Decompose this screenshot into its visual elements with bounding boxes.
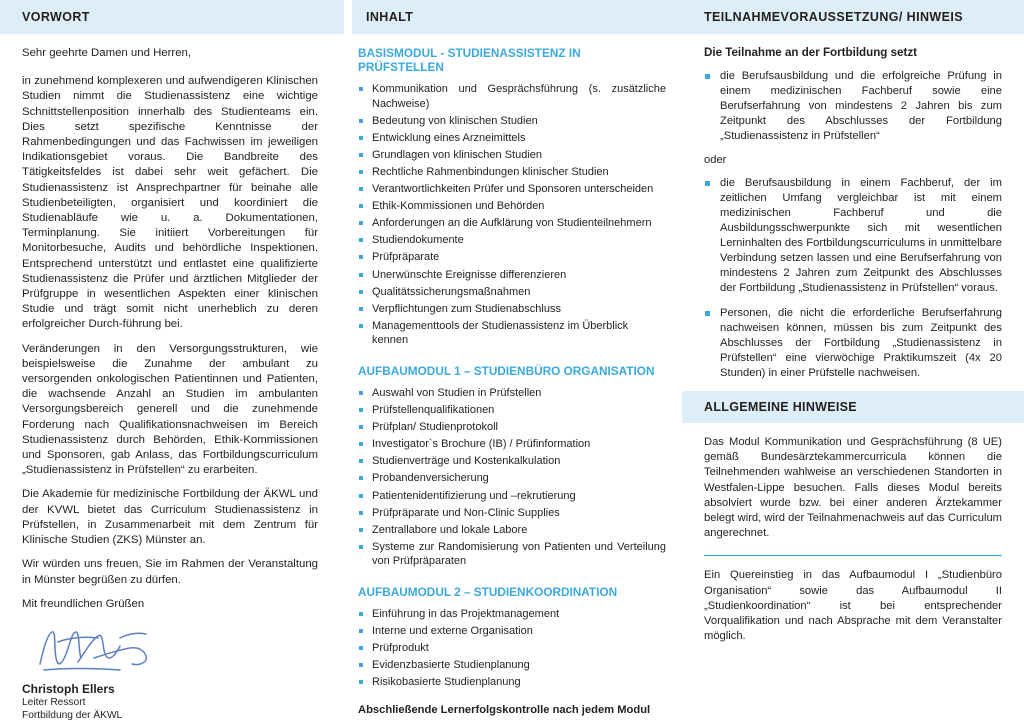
salutation: Sehr geehrte Damen und Herren,: [22, 47, 192, 59]
list-item: Systeme zur Randomisierung von Patienten und Verteilung von Prüfpräparaten: [358, 540, 666, 569]
column-headers: [0, 0, 1024, 34]
allgemeine-hinweise-band: ALLGEMEINE HINWEISE: [682, 391, 1024, 423]
list-item: Patientenidentifizierung und –rekrutierung: [358, 489, 666, 504]
list-item: Personen, die nicht die erforderliche Berufserfahrung nachweisen können, müssen bis zum Zeitpunkt des Abschlusses der Fortbildung „Studienassistenz in Prüfstellen“ eine vierwöchige Praktikumszeit (4x 20 Stunden) in einer Prüfstelle nachweisen.: [704, 306, 1002, 381]
voraussetzung-list-2: [704, 176, 1002, 381]
voraussetzung-list-1: [704, 69, 1002, 144]
list-item: Prüfprodukt: [358, 641, 666, 656]
list-item: Entwicklung eines Arzneimittels: [358, 131, 666, 146]
list-item: Anforderungen an die Aufklärung von Studienteilnehmern: [358, 216, 666, 231]
handwritten-signature-icon: [34, 624, 174, 678]
list-item: Verantwortlichkeiten Prüfer und Sponsoren unterscheiden: [358, 182, 666, 197]
list-item: Managementtools der Studienassistenz im Überblick kennen: [358, 319, 666, 348]
list-item: Qualitätssicherungsmaßnahmen: [358, 285, 666, 300]
signature-name: Christoph Ellers: [22, 681, 115, 696]
list-item: Einführung in das Projektmanagement: [358, 607, 666, 622]
header-teilnahmevoraussetzung: TEILNAHMEVORAUSSETZUNG/ HINWEIS: [682, 0, 1024, 34]
oder-separator: oder: [704, 154, 727, 166]
list-item: Rechtliche Rahmenbindungen klinischer Studien: [358, 165, 666, 180]
column-vorwort: [0, 46, 344, 723]
list-item: Ethik-Kommissionen und Behörden: [358, 199, 666, 214]
list-item: Investigator`s Brochure (IB) / Prüfinformation: [358, 437, 666, 452]
aufbaumodul2-list: [358, 607, 666, 690]
vorwort-paragraph-3: Die Akademie für medizinische Fortbildung der ÄKWL und der KVWL bietet das Curriculum Studienassistenz in Prüfstellen, in Zusammenarbeit mit dem Zentrum für Klinische Studien (ZKS) Münster an.: [22, 488, 318, 547]
column-inhalt: [344, 46, 682, 723]
list-item: Probandenversicherung: [358, 471, 666, 486]
list-item: Prüfpräparate: [358, 250, 666, 265]
signature-role-1: Leiter Ressort: [22, 696, 86, 708]
list-item: Grundlagen von klinischen Studien: [358, 148, 666, 163]
list-item: Kommunikation und Gesprächsführung (s. zusätzliche Nachweise): [358, 82, 666, 111]
list-item: Unerwünschte Ereignisse differenzieren: [358, 268, 666, 283]
hinweis-paragraph-1: Das Modul Kommunikation und Gesprächsführung (8 UE) gemäß Bundesärztekammercurricula können die Teilnehmenden wahlweise an verschiedenen Standorten in Westfalen-Lippe besuchen. Falls dieses Modul bereits absolviert wurde bzw. bei einer anderen Ärztekammer belegt wird, wird der Teilnahmenachweis auf das Curriculum angerechnet.: [704, 436, 1002, 540]
aufbaumodul2-title: AUFBAUMODUL 2 – STUDIENKOORDINATION: [358, 585, 618, 600]
header-inhalt: INHALT: [352, 0, 682, 34]
list-item: Zentrallabore und lokale Labore: [358, 523, 666, 538]
list-item: Bedeutung von klinischen Studien: [358, 114, 666, 129]
divider: [704, 555, 1002, 556]
list-item: Risikobasierte Studienplanung: [358, 675, 666, 690]
header-vorwort: VORWORT: [0, 0, 344, 34]
inhalt-closing-note: Abschließende Lernerfolgskontrolle nach jedem Modul: [358, 704, 651, 716]
column-voraussetzung: [682, 46, 1024, 723]
voraussetzung-subtitle: Die Teilnahme an der Fortbildung setzt: [704, 46, 918, 59]
list-item: Studienverträge und Kostenkalkulation: [358, 454, 666, 469]
list-item: Prüfstellenqualifikationen: [358, 403, 666, 418]
vorwort-paragraph-2: Veränderungen in den Versorgungsstrukturen, wie beispielsweise die Zunahme der ambulant zu versorgenden onkologischen Patientinnen und Patienten, die wachsende Anzahl an Studien im ambulanten Versorgungsbereich generell und die zunehmende Forderung nach Qualifikationsnachweisen im Bereich Studienassistenz durch Behörden, Ethik-Kommissionen und Sponsoren, gab Anlass, das Fortbildungscurriculum „Studienassistenz in Prüfstellen“ zu erarbeiten.: [22, 342, 318, 477]
list-item: Auswahl von Studien in Prüfstellen: [358, 386, 666, 401]
signature-role-2: Fortbildung der ÄKWL: [22, 710, 123, 722]
aufbaumodul1-title: AUFBAUMODUL 1 – STUDIENBÜRO ORGANISATION: [358, 364, 655, 378]
list-item: Prüfpräparate und Non-Clinic Supplies: [358, 506, 666, 521]
list-item: die Berufsausbildung und die erfolgreiche Prüfung in einem medizinischen Fachberuf sowie eine Berufserfahrung von mindestens 2 Jahren bis zum Zeitpunkt des Abschlusses der Fortbildung „Studienassistenz in Prüfstellen“: [704, 69, 1002, 144]
list-item: Prüfplan/ Studienprotokoll: [358, 420, 666, 435]
list-item: Studiendokumente: [358, 233, 666, 248]
aufbaumodul1-list: [358, 386, 666, 569]
basismodul-list: [358, 82, 666, 348]
hinweis-paragraph-2: Ein Quereinstieg in das Aufbaumodul I „Studienbüro Organisation“ sowie das Aufbaumodul II „Studienkoordination“ ist bei entsprechender Vorqualifikation und nach Absprache mit dem Veranstalter möglich.: [704, 569, 1002, 643]
basismodul-title: BASISMODUL - STUDIENASSISTENZ IN PRÜFSTELLEN: [358, 46, 581, 74]
header-gap: [344, 0, 352, 34]
list-item: Evidenzbasierte Studienplanung: [358, 658, 666, 673]
signature-area: [22, 628, 318, 680]
list-item: Interne und externe Organisation: [358, 624, 666, 639]
vorwort-paragraph-4: Wir würden uns freuen, Sie im Rahmen der Veranstaltung in Münster begrüßen zu dürfen.: [22, 558, 318, 586]
content-columns: [0, 34, 1024, 723]
vorwort-closing: Mit freundlichen Grüßen: [22, 597, 145, 610]
vorwort-paragraph-1: in zunehmend komplexeren und aufwendigeren Klinischen Studien nimmt die Studienassistenz eine wichtige Schnittstellenposition innerhalb des Studienteams ein. Dies setzt spezifische Kenntnisse der Rahmenbedingungen und das Fachwissen im jeweiligen Indikationsgebiet voraus. Die Bandbreite des Tätigkeitsfeldes ist dabei sehr weit gefächert. Die Studienassistenz ist Ansprechpartner für beinahe alle Studienbeteiligten, organisiert und koordiniert die Studienabläufe wie u. a. Dokumentationen, Terminplanung. Sie initiiert Vorbereitungen für Monitorbesuche, Audits und behördliche Inspektionen. Entsprechend unterstützt und entlastet eine qualifizierte Studienassistenz die Prüfer und ärztlichen Mitglieder der Prüfgruppe in wesentlichen Aspekten einer klinischen Studie und trägt somit nicht unerheblich zu deren erfolgreicher Durch-führung bei.: [22, 75, 318, 331]
list-item: Verpflichtungen zum Studienabschluss: [358, 302, 666, 317]
list-item: die Berufsausbildung in einem Fachberuf, der im zeitlichen Umfang vergleichbar ist mit einem medizinischen Fachberuf und die Ausbildungsschwerpunkte sich mit wesentlichen Lerninhalten des Fortbildungscurriculums in unmittelbare Verbindung setzen lassen und eine Berufserfahrung von mindestens 2 Jahren zum Zeitpunkt des Abschlusses der Fortbildung „Studienassistenz in Prüfstellen“ voraus.: [704, 176, 1002, 296]
